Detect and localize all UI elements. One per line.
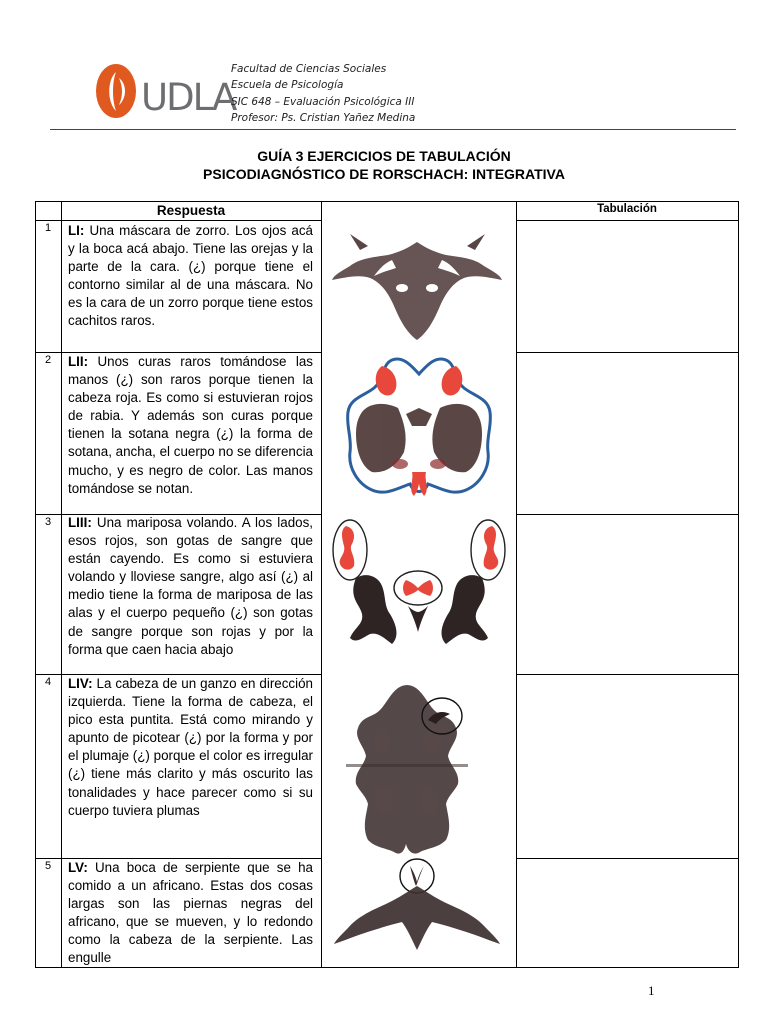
- inkblot-lamina-5: [332, 856, 504, 954]
- inkblot-lamina-4: [344, 680, 470, 858]
- udla-logo-text: UDLA: [141, 76, 236, 119]
- response-text: [68, 859, 313, 968]
- row-number: 1: [44, 222, 52, 234]
- header-info: [231, 61, 415, 126]
- response-body: Unos curas raros tomándose las manos (¿) son raros porque tienen la cabeza roja. Es como si estuvieran rojos de rabia. Y además son curas porque tienen la sotana negra (¿) la forma de sotana, ancha, el cuerpo no se diferencia mucho, y es negro de color. Las manos tomándose se notan.: [68, 354, 313, 496]
- inkblot-lamina-1: [330, 228, 505, 348]
- udla-logo: [95, 60, 236, 122]
- response-text: [68, 353, 313, 498]
- header-course: SIC 648 – Evaluación Psicológica III: [231, 95, 415, 108]
- inkblot-lamina-3: [326, 514, 512, 664]
- response-text: [68, 222, 313, 331]
- response-body: Una boca de serpiente que se ha comido a un africano. Estas dos cosas largas son las piernas negras del africano, que se mueven, y lo redondo como la cabeza de la serpiente. Las engulle: [68, 860, 313, 966]
- row-number: 5: [44, 860, 52, 872]
- column-header-respuesta: Respuesta: [156, 203, 226, 218]
- udla-emblem-icon: [96, 64, 136, 118]
- doc-title-line1: GUÍA 3 EJERCICIOS DE TABULACIÓN: [257, 148, 511, 164]
- header-divider: [50, 129, 736, 130]
- response-label: LIII:: [68, 515, 92, 530]
- header-school: Escuela de Psicología: [231, 79, 344, 92]
- inkblot-lamina-2: [342, 352, 496, 504]
- response-body: Una máscara de zorro. Los ojos acá y la boca acá abajo. Tiene las orejas y la parte de la cara. (¿) porque tiene el contorno similar al de una máscara. No es la cara de un zorro porque tiene estos cachitos raros.: [68, 223, 313, 329]
- header-faculty: Facultad de Ciencias Sociales: [231, 63, 387, 75]
- response-label: LV:: [68, 860, 88, 875]
- row-number: 3: [44, 516, 52, 528]
- response-text: [68, 514, 313, 659]
- doc-title-line2: PSICODIAGNÓSTICO DE RORSCHACH: INTEGRATIVA: [203, 166, 565, 182]
- response-label: LIV:: [68, 676, 93, 691]
- row-number: 4: [44, 676, 52, 688]
- response-body: Una mariposa volando. A los lados, esos rojos, son gotas de sangre que están cayendo. Es como si estuviera volando y lloviese sangre, algo así (¿) al medio tiene la forma de mariposa de las alas y el cuerpo pequeño (¿) son gotas de sangre porque son rojas y por la forma que caen hacia abajo: [68, 515, 313, 657]
- response-label: LII:: [68, 354, 89, 369]
- row-number: 2: [44, 354, 52, 366]
- response-label: LI:: [68, 223, 85, 238]
- response-body: La cabeza de un ganzo en dirección izquierda. Tiene la forma de cabeza, el pico esta puntita. Está como mirando y apunto de picotear (¿) por la forma y por el plumaje (¿) porque el color es irregular (¿) tiene más clarito y más oscurito las tonalidades y hace parecer como si su cuerpo tuviera plumas: [68, 676, 313, 818]
- response-text: [68, 675, 313, 820]
- page-number: 1: [648, 983, 655, 998]
- header-professor: Profesor: Ps. Cristian Yañez Medina: [231, 111, 416, 124]
- column-header-tabulacion: Tabulación: [597, 203, 657, 215]
